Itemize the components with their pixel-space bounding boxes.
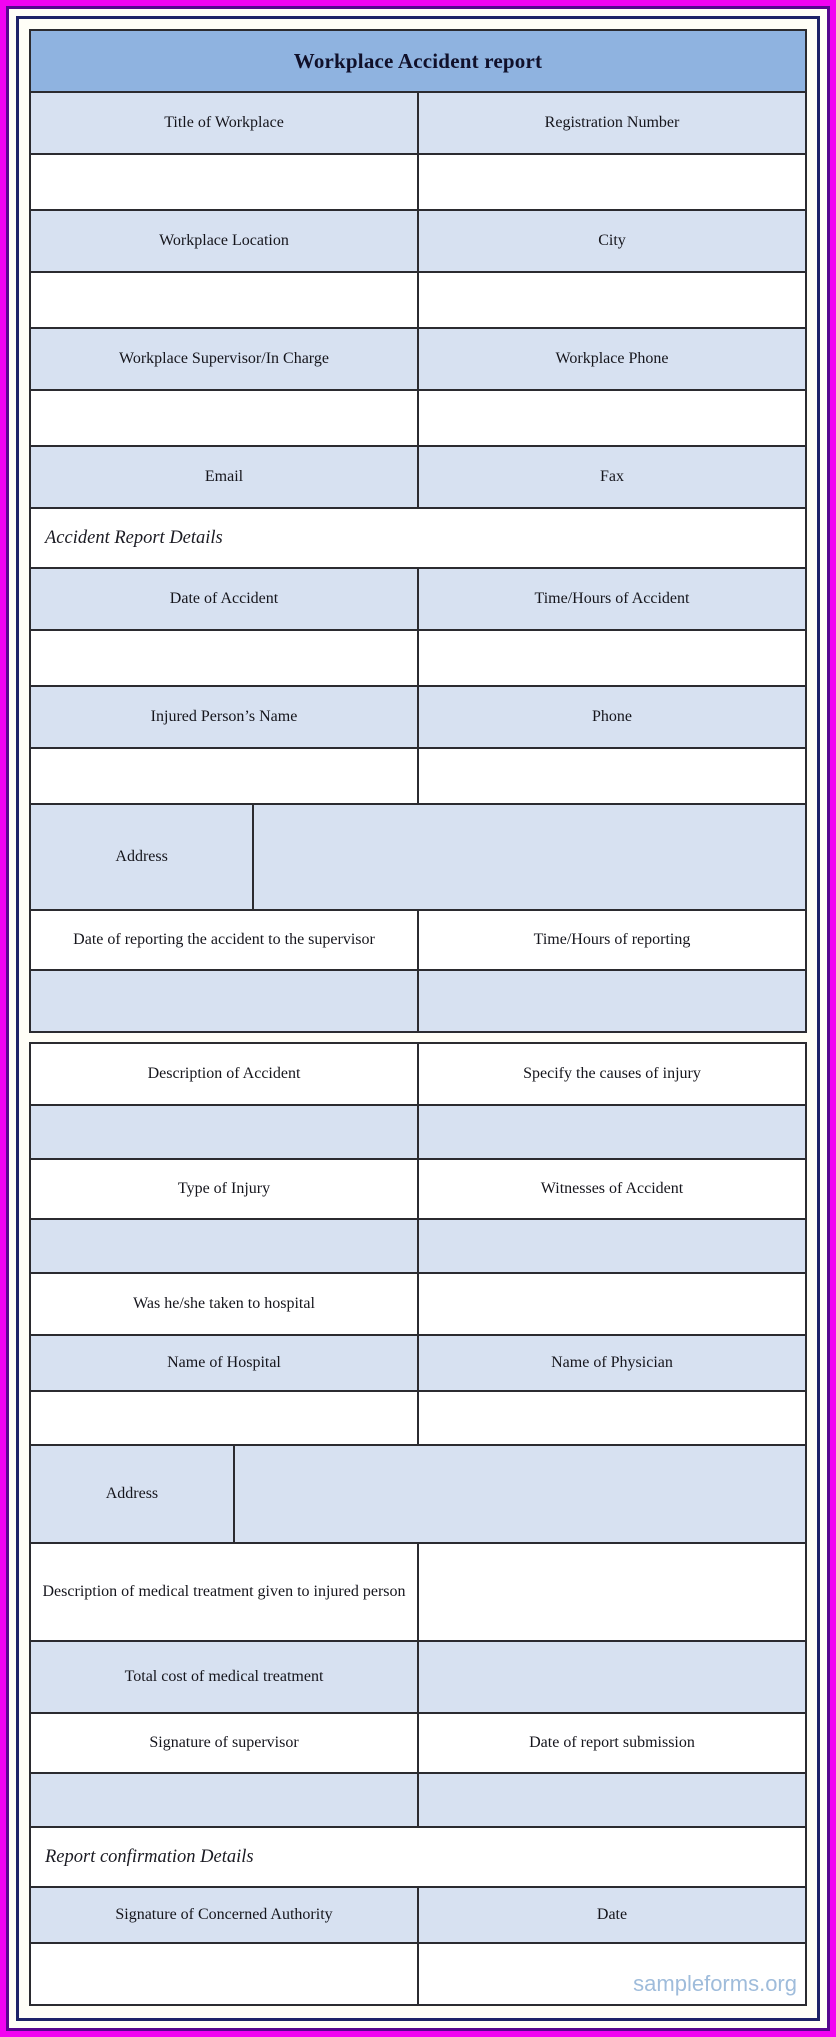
- input-workplace-phone[interactable]: [417, 391, 805, 445]
- label-date: Date: [417, 1888, 805, 1942]
- input-date-of-reporting[interactable]: [31, 971, 417, 1031]
- label-time-of-reporting: Time/Hours of reporting: [417, 911, 805, 969]
- table-row: [31, 1044, 805, 1104]
- table-row: [31, 1640, 805, 1712]
- table-row: [31, 1712, 805, 1772]
- label-date-of-reporting: Date of reporting the accident to the supervisor: [73, 931, 375, 949]
- table-row: [31, 1272, 805, 1334]
- input-workplace-supervisor[interactable]: [31, 391, 417, 445]
- section-header-confirmation-details: Report confirmation Details: [45, 1846, 254, 1867]
- label-fax: Fax: [417, 447, 805, 507]
- label-workplace-location: Workplace Location: [159, 232, 289, 250]
- input-signature-of-supervisor[interactable]: [31, 1774, 417, 1826]
- table-row: [31, 31, 805, 91]
- label-total-cost: Total cost of medical treatment: [124, 1668, 324, 1686]
- table-row: [31, 1334, 805, 1390]
- table-row: [31, 507, 805, 567]
- table-row: [31, 969, 805, 1031]
- white-margin: [9, 9, 827, 2028]
- input-registration-number[interactable]: [417, 155, 805, 209]
- label-workplace-supervisor: Workplace Supervisor/In Charge: [119, 350, 329, 368]
- input-description-of-accident[interactable]: [31, 1106, 417, 1158]
- input-taken-to-hospital[interactable]: [417, 1274, 805, 1334]
- navy-border: [16, 16, 820, 2021]
- label-address-2: Address: [105, 1485, 159, 1503]
- table-row: [31, 153, 805, 209]
- label-registration-number: Registration Number: [417, 93, 805, 153]
- input-date-of-submission[interactable]: [417, 1774, 805, 1826]
- watermark-text: sampleforms.org: [633, 1971, 797, 1997]
- input-medical-treatment-description[interactable]: [417, 1544, 805, 1640]
- label-address: Address: [115, 848, 168, 866]
- form-page: [19, 19, 817, 2018]
- table-row: [31, 1772, 805, 1826]
- table-row: [31, 445, 805, 507]
- label-city: City: [417, 211, 805, 271]
- label-witnesses-of-accident: Witnesses of Accident: [417, 1160, 805, 1218]
- label-type-of-injury: Type of Injury: [177, 1180, 271, 1198]
- table-row: [31, 209, 805, 271]
- input-causes-of-injury[interactable]: [417, 1106, 805, 1158]
- input-signature-of-authority[interactable]: [31, 1944, 417, 2004]
- table-row: [31, 909, 805, 969]
- table-row: [31, 1390, 805, 1444]
- table-row: [31, 327, 805, 389]
- table-row: [31, 1942, 805, 2004]
- label-name-of-physician: Name of Physician: [417, 1336, 805, 1390]
- label-time-of-accident: Time/Hours of Accident: [417, 569, 805, 629]
- label-taken-to-hospital: Was he/she taken to hospital: [133, 1295, 315, 1313]
- input-name-of-physician[interactable]: [417, 1392, 805, 1444]
- accident-report-table-bottom: [29, 1042, 807, 2006]
- table-row: [31, 567, 805, 629]
- input-address-2[interactable]: [233, 1446, 805, 1542]
- table-gap: [29, 1033, 807, 1042]
- table-row: [31, 389, 805, 445]
- label-workplace-phone: Workplace Phone: [417, 329, 805, 389]
- input-time-of-reporting[interactable]: [417, 971, 805, 1031]
- input-injured-person-name[interactable]: [31, 749, 417, 803]
- table-row: [31, 271, 805, 327]
- input-title-of-workplace[interactable]: [31, 155, 417, 209]
- input-name-of-hospital[interactable]: [31, 1392, 417, 1444]
- table-row: [31, 803, 805, 909]
- input-date-of-accident[interactable]: [31, 631, 417, 685]
- table-row: [31, 1218, 805, 1272]
- purple-border: [6, 6, 830, 2031]
- table-row: [31, 1886, 805, 1942]
- input-phone[interactable]: [417, 749, 805, 803]
- input-date[interactable]: [417, 1944, 805, 2004]
- form-title: Workplace Accident report: [31, 31, 805, 91]
- accident-report-table-top: [29, 29, 807, 1033]
- section-header-accident-details: Accident Report Details: [45, 527, 223, 548]
- table-row: [31, 1104, 805, 1158]
- table-row: [31, 1542, 805, 1640]
- input-time-of-accident[interactable]: [417, 631, 805, 685]
- table-row: [31, 1444, 805, 1542]
- table-row: [31, 629, 805, 685]
- input-address[interactable]: [252, 805, 805, 909]
- table-row: [31, 1158, 805, 1218]
- label-name-of-hospital: Name of Hospital: [167, 1354, 281, 1372]
- label-title-of-workplace: Title of Workplace: [164, 114, 284, 132]
- table-row: [31, 747, 805, 803]
- label-email: Email: [204, 468, 244, 486]
- label-injured-person-name: Injured Person’s Name: [150, 708, 298, 726]
- input-city[interactable]: [417, 273, 805, 327]
- input-total-cost[interactable]: [417, 1642, 805, 1712]
- label-phone: Phone: [417, 687, 805, 747]
- label-signature-of-authority: Signature of Concerned Authority: [115, 1906, 333, 1924]
- label-causes-of-injury: Specify the causes of injury: [417, 1044, 805, 1104]
- table-row: [31, 685, 805, 747]
- input-type-of-injury[interactable]: [31, 1220, 417, 1272]
- label-medical-treatment-description: Description of medical treatment given to injured person: [42, 1583, 406, 1601]
- table-row: [31, 1826, 805, 1886]
- table-row: [31, 91, 805, 153]
- label-date-of-submission: Date of report submission: [417, 1714, 805, 1772]
- label-description-of-accident: Description of Accident: [147, 1065, 301, 1083]
- input-witnesses-of-accident[interactable]: [417, 1220, 805, 1272]
- label-signature-of-supervisor: Signature of supervisor: [149, 1734, 299, 1752]
- input-workplace-location[interactable]: [31, 273, 417, 327]
- label-date-of-accident: Date of Accident: [169, 590, 279, 608]
